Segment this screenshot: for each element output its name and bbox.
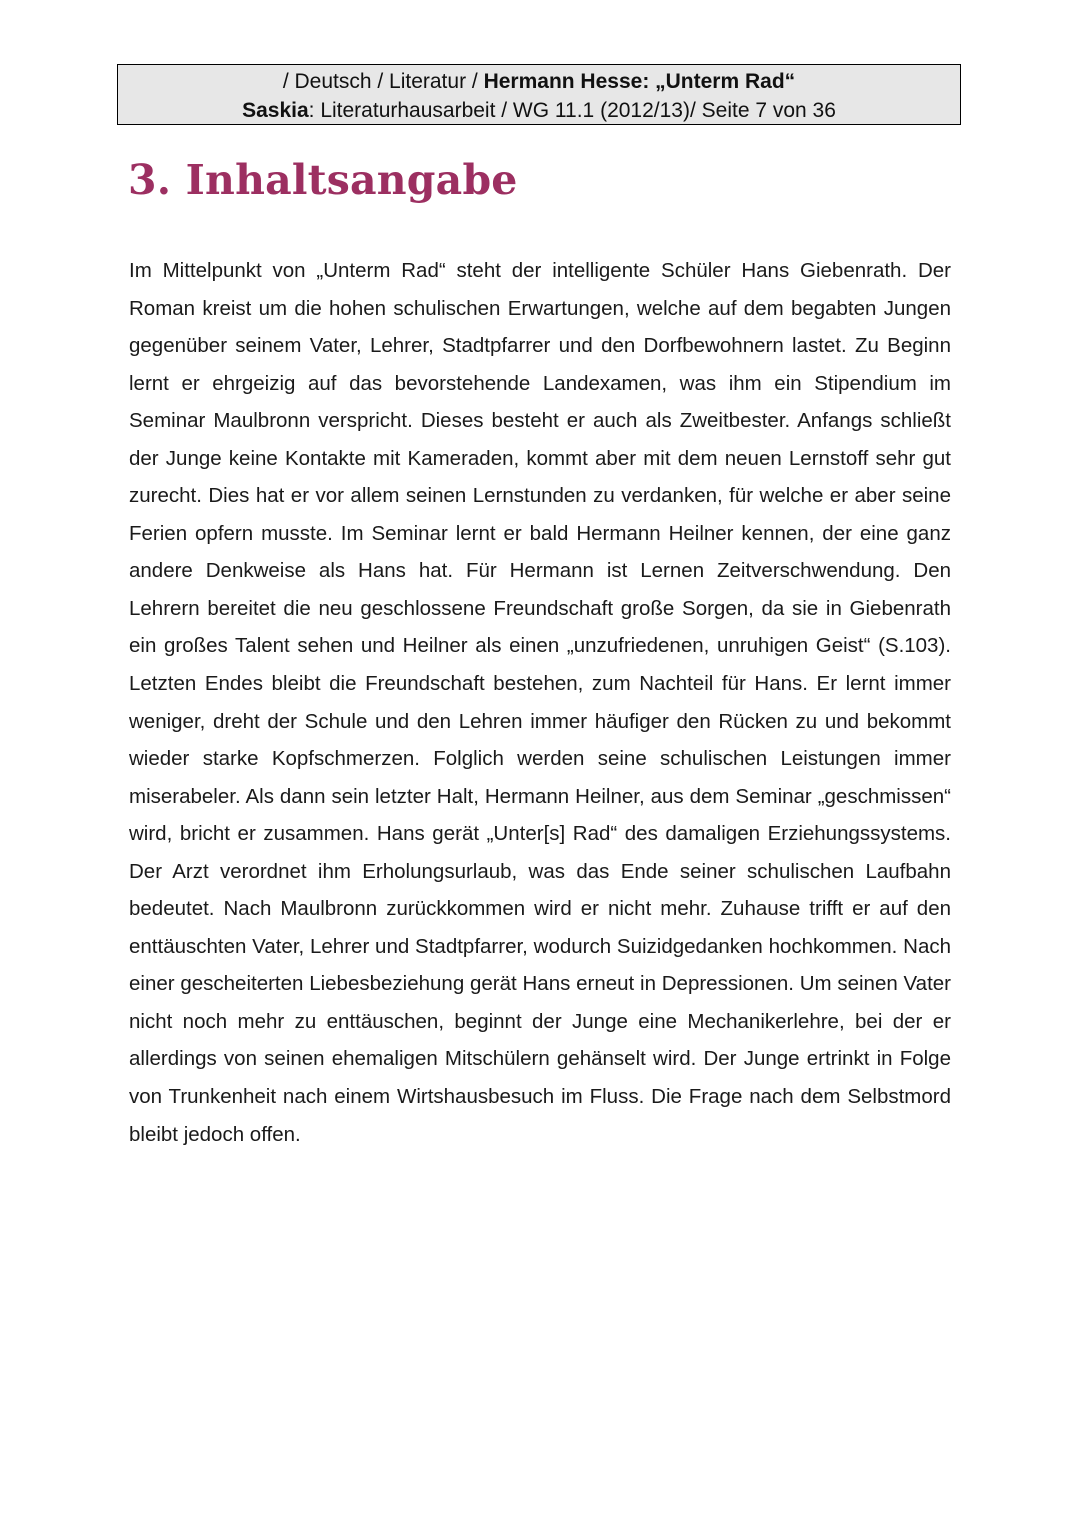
header-line-author [118,96,960,125]
document-header [117,64,961,125]
header-line-subject [118,67,960,96]
header-page-info: : Literaturhausarbeit / WG 11.1 (2012/13)/ Seite 7 von 36 [308,99,836,122]
header-book-title: Hermann Hesse: „Unterm Rad“ [483,70,796,93]
header-author-name: Saskia [242,99,309,122]
summary-paragraph: Im Mittelpunkt von „Unterm Rad“ steht der intelligente Schüler Hans Giebenrath. Der Roman kreist um die hohen schulischen Erwartungen, welche auf dem begabten Jungen gegenüber seinem Vater, Lehrer, Stadtpfarrer und den Dorfbewohnern lastet. Zu Beginn lernt er ehrgeizig auf das bevorstehende Landexamen, was ihm ein Stipendium im Seminar Maulbronn verspricht. Dieses besteht er auch als Zweitbester. Anfangs schließt der Junge keine Kontakte mit Kameraden, kommt aber mit dem neuen Lernstoff sehr gut zurecht. Dies hat er vor allem seinen Lernstunden zu verdanken, für welche er aber seine Ferien opfern musste. Im Seminar lernt er bald Hermann Heilner kennen, der eine ganz andere Denkweise als Hans hat. Für Hermann ist Lernen Zeitverschwendung. Den Lehrern bereitet die neu geschlossene Freundschaft große Sorgen, da sie in Giebenrath ein großes Talent sehen und Heilner als einen „unzufriedenen, unruhigen Geist“ (S.103). Letzten Endes bleibt die Freundschaft bestehen, zum Nachteil für Hans. Er lernt immer weniger, dreht der Schule und den Lehren immer häufiger den Rücken zu und bekommt wieder starke Kopfschmerzen. Folglich werden seine schulischen Leistungen immer miserabeler. Als dann sein letzter Halt, Hermann Heilner, aus dem Seminar „geschmissen“ wird, bricht er zusammen. Hans gerät „Unter[s] Rad“ des damaligen Erziehungssystems. Der Arzt verordnet ihm Erholungsurlaub, was das Ende seiner schulischen Laufbahn bedeutet. Nach Maulbronn zurückkommen wird er nicht mehr. Zuhause trifft er auf den enttäuschten Vater, Lehrer und Stadtpfarrer, wodurch Suizidgedanken hochkommen. Nach einer gescheiterten Liebesbeziehung gerät Hans erneut in Depressionen. Um seinen Vater nicht noch mehr zu enttäuschen, beginnt der Junge eine Mechanikerlehre, bei der er allerdings von seinen ehemaligen Mitschülern gehänselt wird. Der Junge ertrinkt in Folge von Trunkenheit nach einem Wirtshausbesuch im Fluss. Die Frage nach dem Selbstmord bleibt jedoch offen. [129,259,951,1146]
header-subject-path: / Deutsch / Literatur / [282,70,484,93]
section-heading: 3. Inhaltsangabe [128,156,518,204]
